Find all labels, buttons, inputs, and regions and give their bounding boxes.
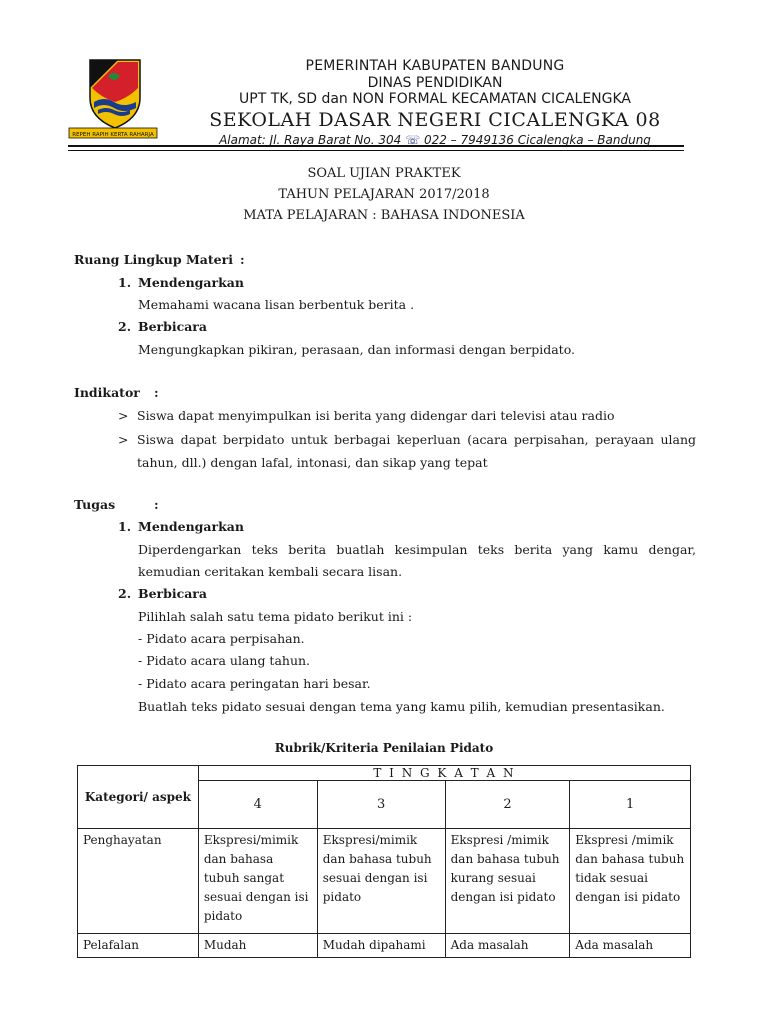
scope-colon: :: [240, 252, 245, 267]
logo-motto: REPEH RAPIH KERTA RAHARJA: [72, 132, 154, 138]
table-header-row: [78, 766, 691, 781]
subject-title: MATA PELAJARAN : BAHASA INDONESIA: [243, 208, 525, 223]
letterhead-line3: UPT TK, SD dan NON FORMAL KECAMATAN CICALENGKA: [239, 91, 631, 107]
rubric-cell: Ada masalah: [570, 934, 691, 958]
rubric-cell: Ekspresi/mimik dan bahasa tubuh sangat sesuai dengan isi pidato: [198, 829, 317, 934]
scope-item1-title: Mendengarkan: [138, 275, 244, 290]
indicator-label: Indikator: [74, 385, 140, 400]
task-item2-line5: Buatlah teks pidato sesuai dengan tema yang kamu pilih, kemudian presentasikan.: [138, 699, 665, 714]
header-category: [78, 766, 199, 829]
level-3: 3: [317, 781, 445, 829]
indicator-item-2-cont: tahun, dll.) dengan lafal, intonasi, dan sikap yang tepat: [137, 455, 488, 470]
letterhead-line2: DINAS PENDIDIKAN: [367, 75, 503, 91]
scope-item2-title: Berbicara: [138, 319, 207, 334]
rubric-title: Rubrik/Kriteria Penilaian Pidato: [274, 741, 494, 755]
indicator-colon: :: [154, 385, 159, 400]
indicator-bullet-1: >: [118, 408, 129, 423]
school-year: TAHUN PELAJARAN 2017/2018: [278, 187, 490, 202]
task-item2-line4: - Pidato acara peringatan hari besar.: [138, 676, 371, 691]
aspect-cell: Penghayatan: [78, 829, 199, 934]
task-label: Tugas: [74, 497, 116, 512]
aspect-cell: Pelafalan: [78, 934, 199, 958]
phone-icon: ☏: [405, 133, 421, 147]
letterhead-rule-thick: [68, 145, 684, 147]
scope-label: Ruang Lingkup Materi: [74, 252, 233, 267]
level-1: 1: [570, 781, 691, 829]
task-item2-line3: - Pidato acara ulang tahun.: [138, 653, 311, 668]
phone-text: 022 – 7949136 Cicalengka – Bandung: [423, 133, 651, 147]
indicator-bullet-2: >: [118, 432, 129, 447]
task-item2-line2: - Pidato acara perpisahan.: [138, 631, 305, 646]
task-item1-title: Mendengarkan: [138, 519, 244, 534]
scope-item2-desc: Mengungkapkan pikiran, perasaan, dan informasi dengan berpidato.: [138, 342, 575, 357]
task-item2-num: 2.: [118, 586, 132, 601]
task-item1-line1: Diperdengarkan teks berita buatlah kesimpulan teks berita yang kamu dengar,: [138, 542, 696, 557]
header-category-label: Kategori/ aspek: [84, 790, 191, 804]
school-name: SEKOLAH DASAR NEGERI CICALENGKA 08: [209, 109, 661, 131]
level-2: 2: [445, 781, 570, 829]
rubric-cell: Ada masalah: [445, 934, 570, 958]
indicator-item-1: Siswa dapat menyimpulkan isi berita yang didengar dari televisi atau radio: [137, 408, 615, 423]
exam-title: SOAL UJIAN PRAKTEK: [307, 166, 461, 181]
rubric-cell: Ekspresi /mimik dan bahasa tubuh tidak sesuai dengan isi pidato: [570, 829, 691, 934]
address-text: Alamat: Jl. Raya Barat No. 304: [219, 133, 402, 147]
task-item1-num: 1.: [118, 519, 132, 534]
task-colon: :: [154, 497, 159, 512]
scope-item1-num: 1.: [118, 275, 132, 290]
letterhead-rule-thin: [68, 150, 684, 151]
scope-item2-num: 2.: [118, 319, 132, 334]
letterhead-line1: PEMERINTAH KABUPATEN BANDUNG: [305, 58, 565, 74]
regency-logo: [68, 58, 158, 140]
rubric-cell: Ekspresi /mimik dan bahasa tubuh kurang sesuai dengan isi pidato: [445, 829, 570, 934]
rubric-cell: Mudah dipahami: [317, 934, 445, 958]
table-row: [78, 829, 691, 934]
rubric-cell: Ekspresi/mimik dan bahasa tubuh sesuai dengan isi pidato: [317, 829, 445, 934]
rubric-table: [77, 765, 691, 958]
letterhead: [185, 58, 685, 148]
task-item2-line1: Pilihlah salah satu tema pidato berikut ini :: [138, 609, 413, 624]
table-row: [78, 934, 691, 958]
rubric-cell: Mudah: [198, 934, 317, 958]
level-4: 4: [198, 781, 317, 829]
task-item1-line2: kemudian ceritakan kembali secara lisan.: [138, 564, 403, 579]
indicator-item-2: Siswa dapat berpidato untuk berbagai keperluan (acara perpisahan, perayaan ulang: [137, 432, 696, 447]
scope-item1-desc: Memahami wacana lisan berbentuk berita .: [138, 297, 415, 312]
header-levels-group: T I N G K A T A N: [198, 766, 690, 781]
task-item2-title: Berbicara: [138, 586, 207, 601]
